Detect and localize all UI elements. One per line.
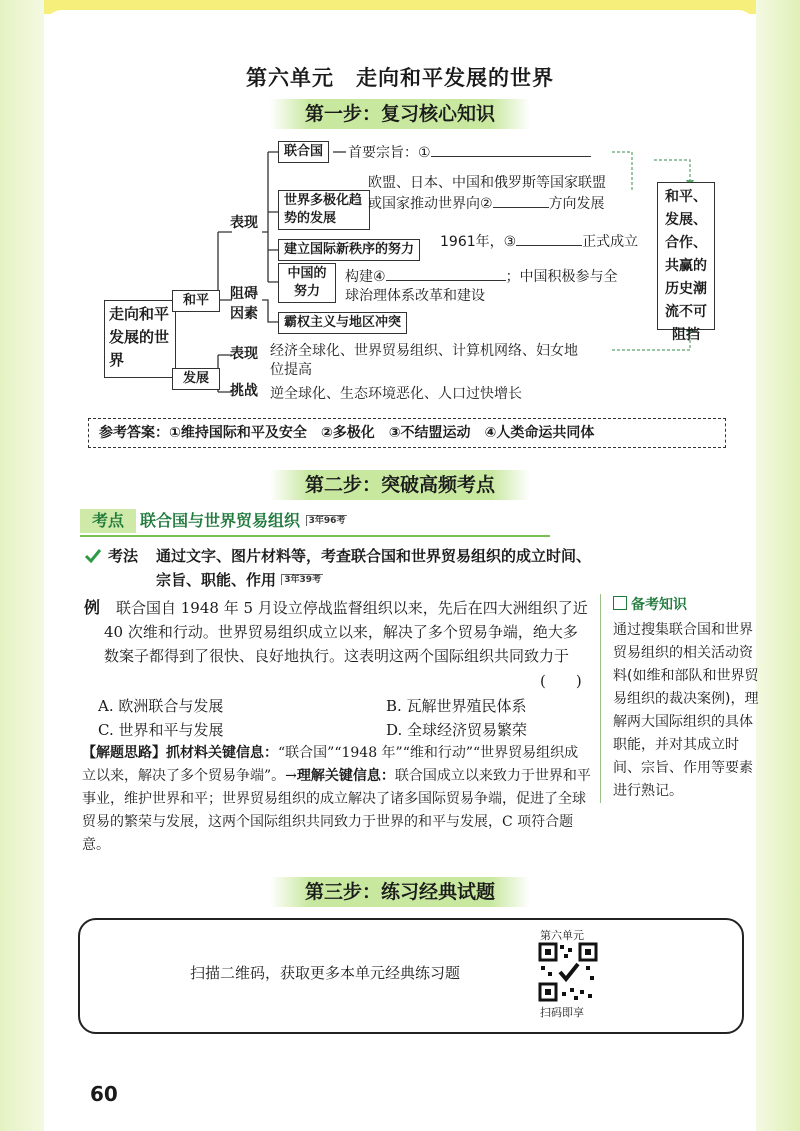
qr-code-icon[interactable] [538,942,598,1002]
thought-text1: “联合国”“1948 年”“维和行动”“世界贸易组织成立以来，解决了多个贸易争端”。→ [82,745,579,784]
challenge-label: 挑战 [230,383,258,399]
peace-node: 和平 [172,290,220,312]
new-order-text [440,231,638,252]
kaodian-title-text: 联合国与世界贸易组织 [140,511,301,530]
side-note-title: 备考知识 [631,597,687,613]
method-label: 考法 [108,547,139,565]
thought-key1: 抓材料关键信息： [166,745,278,761]
development-node: 发展 [172,368,220,390]
page-number: 60 [90,1082,118,1106]
un-node: 联合国 [278,141,329,163]
step2-banner: 第二步：突破高频考点 [270,470,530,500]
un-text-label: 首要宗旨：① [348,145,431,161]
blank-2 [493,193,549,208]
trend-node: 和平、发展、合作、共赢的历史潮流不可阻挡 [657,182,715,330]
qr-prompt: 扫描二维码，获取更多本单元经典练习题 [190,964,461,982]
blank-3 [516,231,582,246]
method-text-body: 通过文字、图片材料等，考查联合国和世界贸易组织的成立时间、宗旨、职能、作用 [156,547,592,589]
solution-thought [82,742,592,857]
multipolar-text2 [368,193,605,214]
multipolar-text2b: 方向发展 [548,196,605,212]
multipolar-node: 世界多极化趋势的发展 [278,190,370,230]
multipolar-text1: 欧盟、日本、中国和俄罗斯等国家联盟 [368,175,606,191]
china-node: 中国的努力 [278,263,336,303]
step3-banner: 第三步：练习经典试题 [270,877,530,907]
step1-banner: 第一步：复习核心知识 [270,99,530,129]
dev-manifest-label: 表现 [230,346,258,362]
check-icon [84,548,102,564]
example-label: 例 [84,598,101,617]
hegemony-node: 霸权主义与地区冲突 [278,312,407,334]
kaodian-frequency: 3年96考 [306,515,348,526]
option-b[interactable]: B. 瓦解世界殖民体系 [386,697,527,715]
kaodian-title [140,509,347,533]
china-text1a: 构建④ [345,269,386,285]
example-stem: 联合国自 1948 年 5 月设立停战监督组织以来，先后在四大洲组织了近 40 次维和行动。世界贸易组织成立以来，解决了多个贸易争端，绝大多数案子都得到了很快、良好地执行。这表明这两个国际组织共同致力于 [104,599,588,665]
answer-key: 参考答案：①维持国际和平及安全 ②多极化 ③不结盟运动 ④人类命运共同体 [88,418,726,448]
blank-4 [386,266,506,281]
china-text2: 球治理体系改革和建设 [345,288,485,304]
kaodian-underline [80,535,550,537]
china-text1 [345,266,618,287]
thought-key2: 理解关键信息： [296,768,395,784]
multipolar-text2a: 或国家推动世界向② [368,196,493,212]
new-order-text-b: 正式成立 [582,234,639,250]
obstacle-label: 阻碍因素 [230,286,258,322]
method-frequency: 3年39考 [281,574,323,585]
side-note-header [613,594,763,617]
new-order-text-a: 1961年，③ [440,234,517,250]
kaodian-badge: 考点 [80,509,136,533]
blank-1 [431,142,591,157]
option-d[interactable]: D. 全球经济贸易繁荣 [386,721,528,739]
unit-title: 第六单元 走向和平发展的世界 [246,65,554,90]
new-order-node: 建立国际新秩序的努力 [278,239,420,261]
peace-manifest-label: 表现 [230,215,258,231]
method-text [156,544,596,592]
china-text1b: ；中国积极参与全 [505,269,618,285]
dev-challenge-text: 逆全球化、生态环境恶化、人口过快增长 [270,386,522,402]
option-c[interactable]: C. 世界和平与发展 [98,721,224,739]
dev-manifest-text1: 经济全球化、世界贸易组织、计算机网络、妇女地 [270,343,578,359]
book-icon [613,596,627,610]
un-text [348,142,591,163]
qr-unit-label: 第六单元 [540,929,584,942]
qr-scan-label: 扫码即享 [540,1006,584,1019]
thought-text2: 联合国成立以来致力于世界和平事业，维护世界和平；世界贸易组织的成立解决了诸多国际贸易争端，促进了全球贸易的繁荣与发展，这两个国际组织共同致力于世界的和平与发展，C 项符合题意。 [82,768,591,853]
thought-label: 【解题思路】 [82,745,166,761]
side-note [600,594,763,803]
root-node: 走向和平发展的世界 [104,300,176,378]
answer-bracket: ( ) [540,672,582,690]
option-a[interactable]: A. 欧洲联合与发展 [98,697,224,715]
side-note-text: 通过搜集联合国和世界贸易组织的相关活动资料(如维和部队和世界贸易组织的裁决案例)，理解两大国际组织的具体职能，并对其成立时间、宗旨、作用等要素进行熟记。 [613,622,759,799]
dev-manifest-text2: 位提高 [270,362,312,378]
